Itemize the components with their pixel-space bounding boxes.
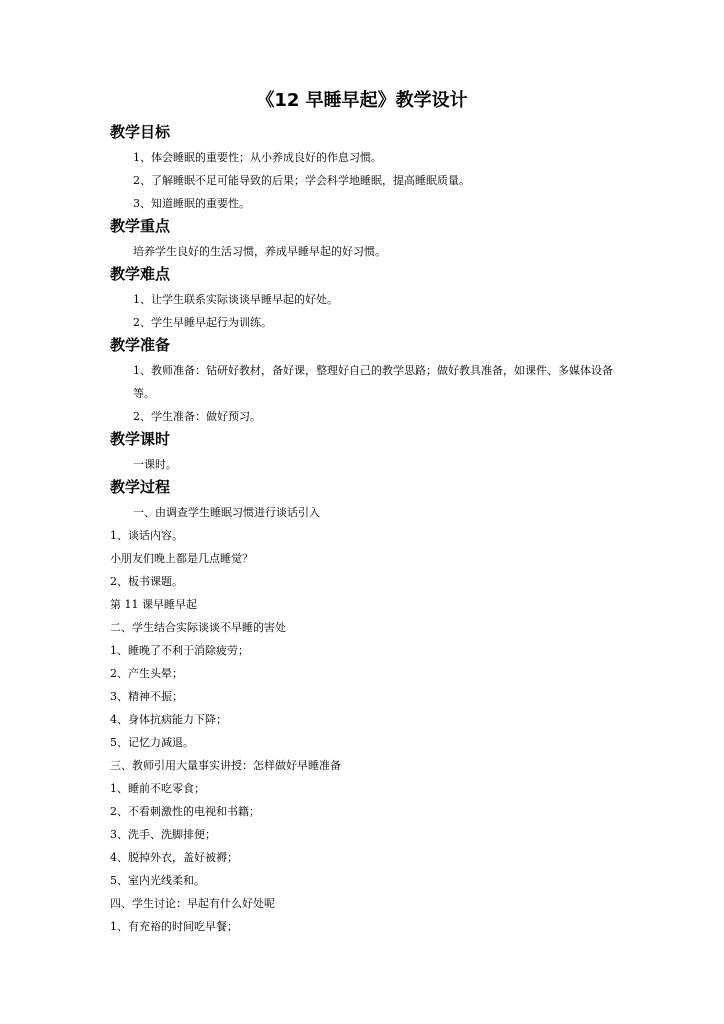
document-title: 《12 早睡早起》教学设计 — [256, 90, 468, 111]
paragraph-line: 一、由调查学生睡眠习惯进行谈话引入 — [133, 506, 320, 519]
paragraph-line: 第 11 课早睡早起 — [110, 598, 197, 611]
paragraph-line: 4、脱掉外衣，盖好被褥； — [110, 851, 238, 864]
paragraph-line: 2、学生准备：做好预习。 — [133, 410, 261, 423]
paragraph-line: 3、知道睡眠的重要性。 — [133, 197, 250, 210]
paragraph-line: 1、睡晚了不利于消除疲劳； — [110, 644, 249, 657]
section-key-points — [110, 216, 630, 263]
paragraph-line: 1、有充裕的时间吃早餐； — [110, 920, 238, 933]
paragraph-line: 二、学生结合实际谈谈不早睡的害处 — [110, 621, 286, 634]
paragraph-line: 1、睡前不吃零食； — [110, 782, 205, 795]
paragraph-line: 1、谈话内容。 — [110, 529, 183, 542]
paragraph-line: 2、不看刺激性的电视和书籍； — [110, 805, 260, 818]
paragraph-line: 2、学生早睡早起行为训练。 — [133, 316, 272, 329]
paragraph-line: 一课时。 — [133, 458, 177, 471]
section-teaching-goals — [110, 122, 630, 215]
paragraph-line: 1、教师准备：钻研好教材，备好课，整理好自己的教学思路；做好教具准备，如课件、多媒体设备等。 — [133, 364, 613, 400]
section-heading: 教学重点 — [110, 217, 171, 235]
paragraph-line: 三、教师引用大量事实讲授：怎样做好早睡准备 — [110, 759, 341, 772]
section-class-hours — [110, 429, 630, 476]
document-body — [110, 122, 630, 939]
paragraph-line: 培养学生良好的生活习惯，养成早睡早起的好习惯。 — [133, 245, 386, 258]
paragraph-line: 2、板书课题。 — [110, 575, 183, 588]
section-teaching-process — [110, 477, 630, 938]
section-heading: 教学过程 — [110, 478, 171, 496]
section-difficulties — [110, 264, 630, 334]
paragraph-line: 四、学生讨论：早起有什么好处呢 — [110, 897, 275, 910]
paragraph-line: 2、产生头晕； — [110, 667, 183, 680]
section-heading: 教学课时 — [110, 430, 171, 448]
section-preparation — [110, 335, 630, 428]
section-heading: 教学难点 — [110, 265, 171, 283]
paragraph-line: 2、了解睡眠不足可能导致的后果；学会科学地睡眠，提高睡眠质量。 — [133, 174, 470, 187]
section-heading: 教学准备 — [110, 336, 171, 354]
paragraph-line: 5、室内光线柔和。 — [110, 874, 205, 887]
paragraph-line: 小朋友们晚上都是几点睡觉？ — [110, 552, 253, 565]
paragraph-line: 3、洗手、洗脚排便； — [110, 828, 216, 841]
paragraph-line: 1、体会睡眠的重要性；从小养成良好的作息习惯。 — [133, 151, 382, 164]
paragraph-line: 4、身体抗病能力下降； — [110, 713, 227, 726]
section-heading: 教学目标 — [110, 123, 171, 141]
paragraph-line: 1、让学生联系实际谈谈早睡早起的好处。 — [133, 293, 338, 306]
paragraph-line: 3、精神不振； — [110, 690, 183, 703]
paragraph-line: 5、记忆力减退。 — [110, 736, 194, 749]
